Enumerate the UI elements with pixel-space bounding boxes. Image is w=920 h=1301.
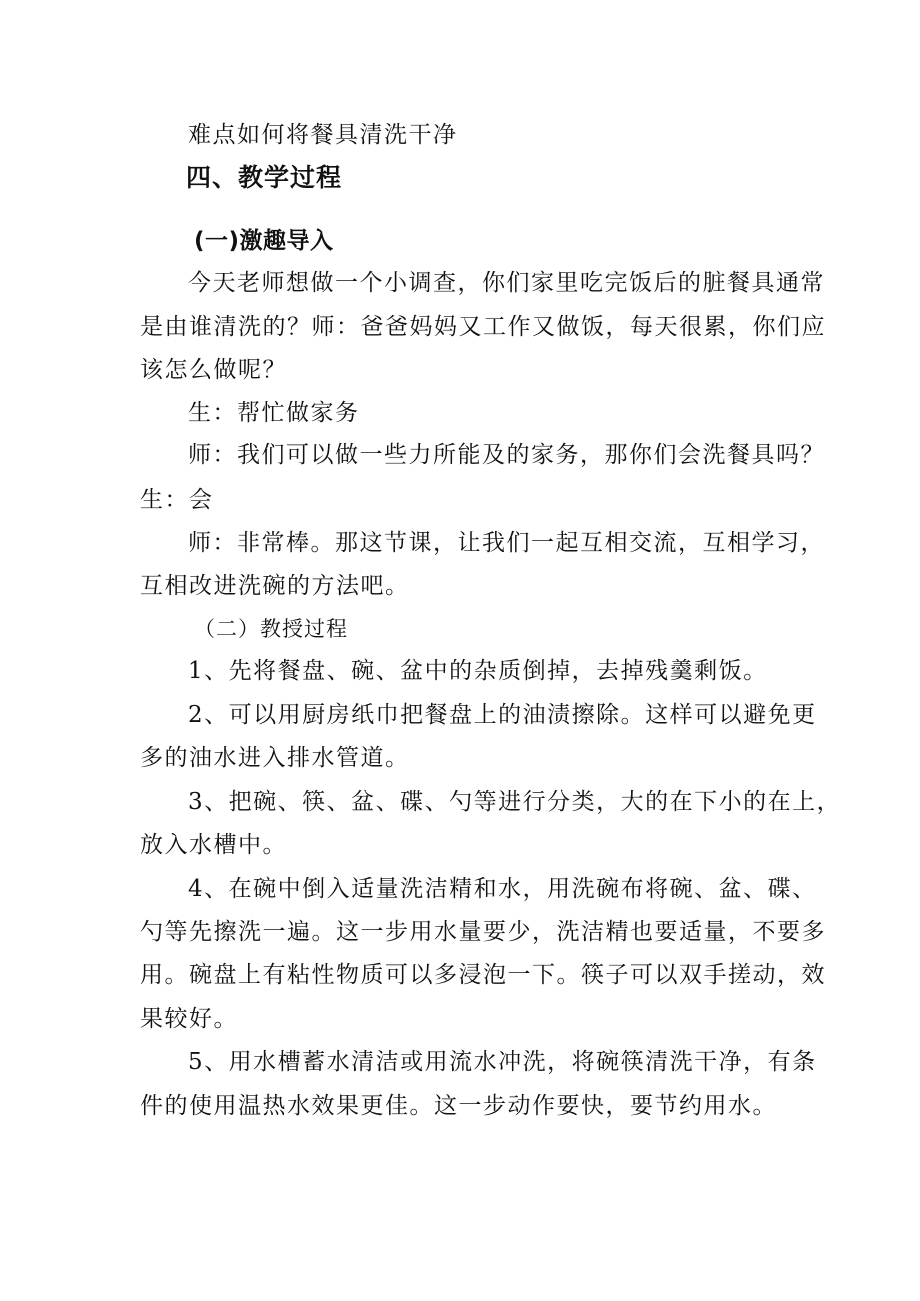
step-line: 勺等先擦洗一遍。这一步用水量要少，洗洁精也要适量，不要多 <box>140 919 826 945</box>
part1-title: (一)激趣导入 <box>194 228 334 254</box>
teacher-line: 互相改进洗碗的方法吧。 <box>140 573 410 599</box>
student-reply: 生：会 <box>140 487 214 513</box>
step-line: 果较好。 <box>140 1006 238 1032</box>
step-line: 3、把碗、筷、盆、碟、勺等进行分类，大的在下小的在上， <box>188 789 842 815</box>
paragraph-line: 今天老师想做一个小调查，你们家里吃完饭后的脏餐具通常 <box>188 270 825 296</box>
difficulty-line: 难点如何将餐具清洗干净 <box>188 122 458 148</box>
paragraph-line: 是由谁清洗的？师：爸爸妈妈又工作又做饭，每天很累，你们应 <box>140 314 826 340</box>
part2-title: （二）教授过程 <box>194 617 348 641</box>
step-line: 2、可以用厨房纸巾把餐盘上的油渍擦除。这样可以避免更 <box>188 702 817 728</box>
step-line: 4、在碗中倒入适量洗洁精和水，用洗碗布将碗、盆、碟、 <box>188 876 817 902</box>
step-line: 多的油水进入排水管道。 <box>140 745 410 771</box>
step-line: 1、先将餐盘、碗、盆中的杂质倒掉，去掉残羹剩饭。 <box>188 658 768 684</box>
step-line: 放入水槽中。 <box>140 832 287 858</box>
teacher-line: 师：我们可以做一些力所能及的家务，那你们会洗餐具吗？ <box>188 442 825 468</box>
step-line: 件的使用温热水效果更佳。这一步动作要快，要节约用水。 <box>140 1093 777 1119</box>
paragraph-line: 该怎么做呢？ <box>140 357 287 383</box>
section-title-teaching-process: 四、教学过程 <box>186 163 343 192</box>
teacher-line: 师：非常棒。那这节课，让我们一起互相交流，互相学习， <box>188 530 825 556</box>
step-line: 用。碗盘上有粘性物质可以多浸泡一下。筷子可以双手搓动，效 <box>140 962 826 988</box>
step-line: 5、用水槽蓄水清洁或用流水冲洗，将碗筷清洗干净，有条 <box>188 1049 817 1075</box>
student-reply: 生：帮忙做家务 <box>188 400 360 426</box>
